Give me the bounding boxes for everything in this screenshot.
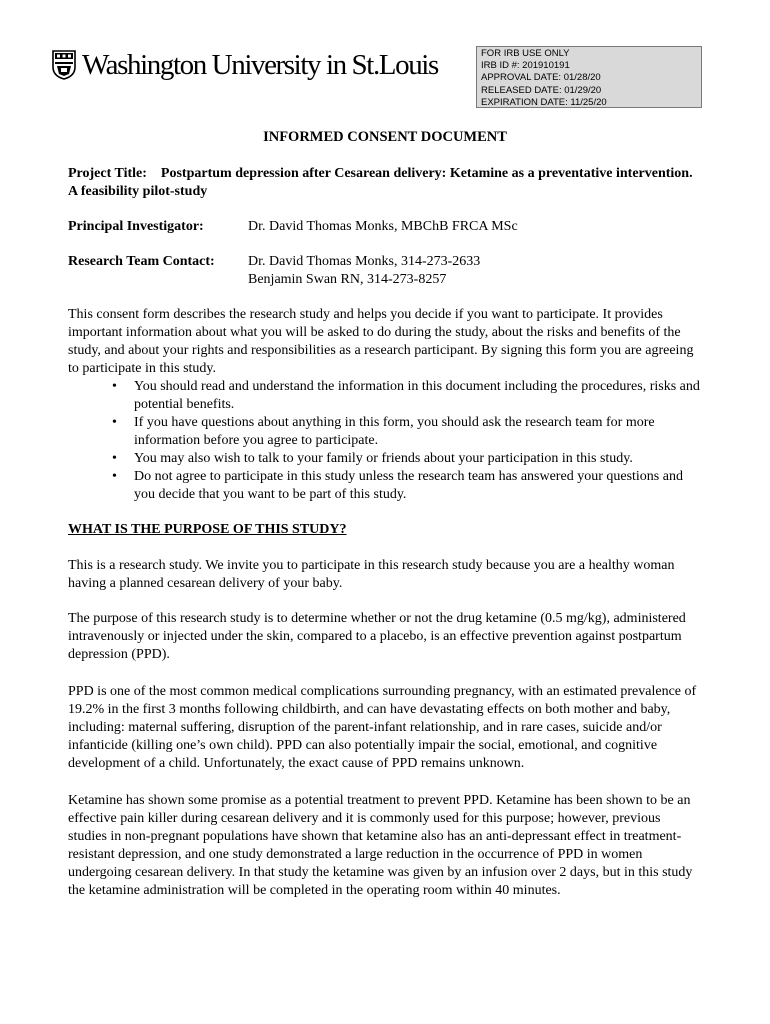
bullet-item: • You may also wish to talk to your family or friends about your participation in this study. <box>134 450 702 468</box>
principal-investigator-row <box>68 218 702 236</box>
section-heading: WHAT IS THE PURPOSE OF THIS STUDY? <box>68 522 347 537</box>
university-seal-icon <box>52 50 76 80</box>
research-team-contact-values <box>248 253 480 289</box>
contact-line: Benjamin Swan RN, 314-273-8257 <box>248 272 447 287</box>
irb-line: FOR IRB USE ONLY <box>481 48 570 59</box>
irb-line: IRB ID #: 201910191 <box>481 60 570 72</box>
irb-stamp <box>476 46 702 108</box>
intro-paragraph: This consent form describes the research study and helps you decide if you want to participate. It provides important information about what you will be asked to do during the study, about the risks and benefits of the study, and about your rights and responsibilities as a research participant. By signing this form you are agreeing to participate in this study. <box>68 307 694 376</box>
body-paragraph: This is a research study. We invite you to participate in this research study because you are a healthy woman having a planned cesarean delivery of your baby. <box>68 558 675 591</box>
irb-line: APPROVAL DATE: 01/28/20 <box>481 72 601 84</box>
university-logo <box>52 50 438 80</box>
research-team-contact-label: Research Team Contact: <box>68 254 215 269</box>
irb-line: EXPIRATION DATE: 11/25/20 <box>481 96 607 108</box>
bullet-item: • If you have questions about anything in this form, you should ask the research team for more information before you agree to participate. <box>134 414 702 450</box>
principal-investigator-label: Principal Investigator: <box>68 219 204 234</box>
bullet-item: • You should read and understand the information in this document including the procedures, risks and potential benefits. <box>134 378 702 414</box>
irb-line: RELEASED DATE: 01/29/20 <box>481 84 602 96</box>
principal-investigator-value: Dr. David Thomas Monks, MBChB FRCA MSc <box>248 219 518 234</box>
body-paragraph: The purpose of this research study is to determine whether or not the drug ketamine (0.5 mg/kg), administered intravenously or injected under the skin, compared to a placebo, is an effective prevention against postpartum depression (PPD). <box>68 611 686 662</box>
logo-wordmark: Washington University in St.Louis <box>82 49 438 81</box>
project-title-label: Project Title: <box>68 166 147 181</box>
bullet-item: • Do not agree to participate in this study unless the research team has answered your questions and you decide that you want to be part of this study. <box>134 468 702 504</box>
body-paragraph: PPD is one of the most common medical complications surrounding pregnancy, with an estimated prevalence of 19.2% in the first 3 months following childbirth, and can have devastating effects on both mother and baby, including: maternal suffering, disruption of the parent-infant relationship, and in rare cases, suicide and/or infanticide (killing one’s own child). PPD can also potentially impair the social, emotional, and cognitive development of a child. Unfortunately, the exact cause of PPD remains unknown. <box>68 684 697 771</box>
project-title-text: Postpartum depression after Cesarean delivery: Ketamine as a preventative intervention. A feasibility pilot-study <box>68 166 693 199</box>
participation-bullet-list <box>68 378 702 504</box>
document-body <box>68 165 702 900</box>
project-title-block <box>68 165 702 201</box>
document-title: INFORMED CONSENT DOCUMENT <box>263 129 507 145</box>
research-team-contact-row <box>68 253 702 289</box>
contact-line: Dr. David Thomas Monks, 314-273-2633 <box>248 254 481 269</box>
body-paragraph: Ketamine has shown some promise as a potential treatment to prevent PPD. Ketamine has been shown to be an effective pain killer during cesarean delivery and it is commonly used for this purpose; however, previous studies in non-pregnant populations have shown that ketamine also has an anti-depressant effect in treatment-resistant depression, and one study demonstrated a large reduction in the occurrence of PPD in women undergoing cesarean delivery. In that study the ketamine was given by an infusion over 2 days, but in this study the ketamine administration will be completed in the operating room within 40 minutes. <box>68 793 693 898</box>
